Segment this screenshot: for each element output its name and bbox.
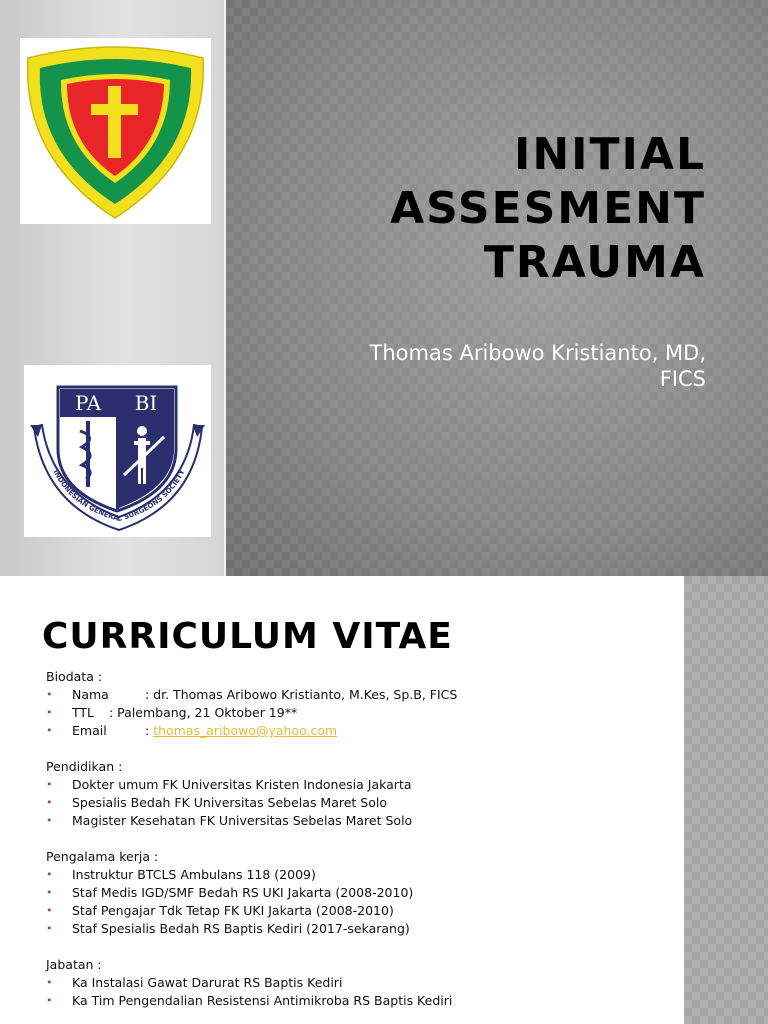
list-item: • Staf Medis IGD/SMF Bedah RS UKI Jakarta (2008-2010) — [46, 884, 676, 902]
nama-label: Nama — [72, 687, 109, 702]
title-line-3: TRAUMA — [483, 237, 706, 288]
pabi-text-right: BI — [134, 391, 158, 415]
pabi-text-left: PA — [74, 391, 102, 415]
pabi-emblem-icon — [24, 365, 211, 537]
email-link[interactable]: thomas_aribowo@yahoo.com — [153, 723, 338, 738]
jabatan-heading: Jabatan : — [46, 957, 102, 972]
biodata-email — [46, 722, 676, 740]
list-item: • Instruktur BTCLS Ambulans 118 (2009) — [46, 866, 676, 884]
biodata-nama — [46, 686, 676, 704]
cross-shield-emblem-icon — [20, 38, 211, 224]
email-colon: : — [145, 723, 150, 738]
presenter-name — [286, 340, 706, 392]
title-line-1: INITIAL — [513, 129, 706, 180]
list-item: • Spesialis Bedah FK Universitas Sebelas Maret Solo — [46, 794, 676, 812]
list-item: • Ka Tim Pengendalian Resistensi Antimikroba RS Baptis Kediri — [46, 992, 676, 1010]
slide-title — [390, 128, 706, 290]
cv-slide — [0, 576, 768, 1024]
list-item: • Ka Instalasi Gawat Darurat RS Baptis Kediri — [46, 974, 676, 992]
pabi-ribbon-text: INDONESIAN GENERAL SURGEONS SOCIETY — [51, 468, 187, 524]
cv-body — [46, 668, 676, 1010]
list-item: • Magister Kesehatan FK Universitas Sebelas Maret Solo — [46, 812, 676, 830]
ttl-value: : Palembang, 21 Oktober 19** — [109, 705, 298, 720]
pengalaman-heading: Pengalama kerja : — [46, 849, 159, 864]
list-item: • Dokter umum FK Universitas Kristen Indonesia Jakarta — [46, 776, 676, 794]
ttl-label: TTL — [72, 705, 95, 720]
pendidikan-heading: Pendidikan : — [46, 759, 123, 774]
email-label: Email — [72, 723, 107, 738]
cross-shield-logo — [20, 38, 211, 224]
presenter-line-2: FICS — [659, 367, 706, 391]
pabi-logo — [24, 365, 211, 537]
cv-title: CURRICULUM VITAE — [42, 616, 453, 657]
nama-value: : dr. Thomas Aribowo Kristianto, M.Kes, Sp.B, FICS — [145, 687, 458, 702]
side-pattern — [684, 576, 768, 1024]
list-item: • Staf Spesialis Bedah RS Baptis Kediri (2017-sekarang) — [46, 920, 676, 938]
title-line-2: ASSESMENT — [390, 183, 706, 234]
biodata-heading: Biodata : — [46, 669, 103, 684]
biodata-ttl — [46, 704, 676, 722]
presenter-line-1: Thomas Aribowo Kristianto, MD, — [369, 341, 706, 365]
list-item: • Staf Pengajar Tdk Tetap FK UKI Jakarta (2008-2010) — [46, 902, 676, 920]
